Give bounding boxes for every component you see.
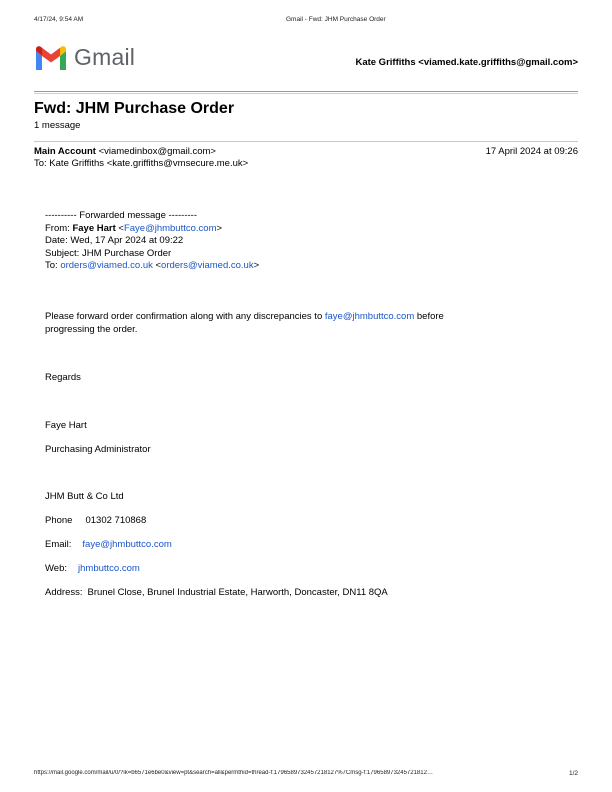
- to-label: To:: [45, 260, 61, 271]
- address-label: Address:: [45, 587, 83, 598]
- message-to: To: Kate Griffiths <kate.griffiths@vmsecure.me.uk>: [34, 158, 249, 169]
- print-title: Gmail - Fwd: JHM Purchase Order: [286, 16, 386, 23]
- email-label: Email:: [45, 539, 72, 550]
- header-divider: [34, 91, 578, 92]
- para-text: Please forward order confirmation along with any discrepancies to: [45, 311, 325, 322]
- forwarded-from: [45, 223, 259, 236]
- forwarded-subject: Subject: JHM Purchase Order: [45, 247, 172, 259]
- gmail-m-icon: [34, 45, 68, 71]
- forwarded-from-name: Faye Hart: [72, 222, 116, 234]
- company-name: JHM Butt & Co Ltd: [45, 491, 124, 502]
- email-row: [45, 539, 172, 552]
- from-gt: >: [216, 222, 223, 234]
- sender-name: Main Account: [34, 146, 96, 157]
- subject-divider: [34, 141, 578, 142]
- forwarded-header: [45, 210, 259, 273]
- address-row: [45, 587, 388, 600]
- thread-subject: Fwd: JHM Purchase Order: [34, 100, 235, 117]
- header-divider-shadow: [34, 93, 578, 94]
- from-label: From:: [45, 222, 73, 234]
- phone-row: [45, 515, 146, 528]
- gmail-wordmark: Gmail: [74, 44, 136, 70]
- message-date: 17 April 2024 at 09:26: [485, 146, 578, 157]
- web-row: [45, 563, 140, 576]
- forwarded-to-email-link[interactable]: orders@viamed.co.uk: [60, 260, 153, 271]
- forwarded-separator: ---------- Forwarded message ---------: [45, 210, 197, 221]
- forwarded-to: [45, 260, 259, 273]
- para-line-2: progressing the order.: [45, 323, 138, 335]
- para-text-end: before: [414, 311, 444, 322]
- phone-label: Phone: [45, 515, 73, 526]
- signature-email-link[interactable]: faye@jhmbuttco.com: [82, 539, 172, 550]
- body-paragraph: [45, 311, 444, 336]
- address-value: Brunel Close, Brunel Industrial Estate, Harworth, Doncaster, DN11 8QA: [87, 587, 388, 598]
- phone-number: 01302 710868: [85, 515, 147, 526]
- print-page-number: 1/2: [568, 770, 578, 777]
- signature-title: Purchasing Administrator: [45, 444, 151, 455]
- from-lt: <: [115, 222, 124, 234]
- to-lt: <: [152, 260, 162, 271]
- web-label: Web:: [45, 563, 68, 574]
- sender-email: <viamedinbox@gmail.com>: [95, 146, 216, 157]
- account-owner: Kate Griffiths <viamed.kate.griffiths@gmail.com>: [355, 57, 578, 68]
- signature-name: Faye Hart: [45, 420, 87, 431]
- to-gt: >: [253, 260, 260, 271]
- print-url: https://mail.google.com/mail/u/0/?ik=b6571e6be0&view=pt&search=all&permthid=thread-f:1796589732457218127%7Cmsg-f:179658973245721812…: [34, 770, 433, 776]
- message-from: [34, 146, 216, 157]
- forwarded-to-email-link-2[interactable]: orders@viamed.co.uk: [161, 260, 254, 271]
- forwarded-date: Date: Wed, 17 Apr 2024 at 09:22: [45, 235, 184, 246]
- signature-web-link[interactable]: jhmbuttco.com: [78, 563, 140, 574]
- print-datetime: 4/17/24, 9:54 AM: [34, 16, 84, 23]
- gmail-logo[interactable]: [34, 44, 135, 71]
- message-count: 1 message: [34, 120, 81, 131]
- regards: Regards: [45, 372, 81, 383]
- forwarded-from-email-link[interactable]: Faye@jhmbuttco.com: [123, 222, 217, 234]
- para-email-link[interactable]: faye@jhmbuttco.com: [324, 311, 415, 322]
